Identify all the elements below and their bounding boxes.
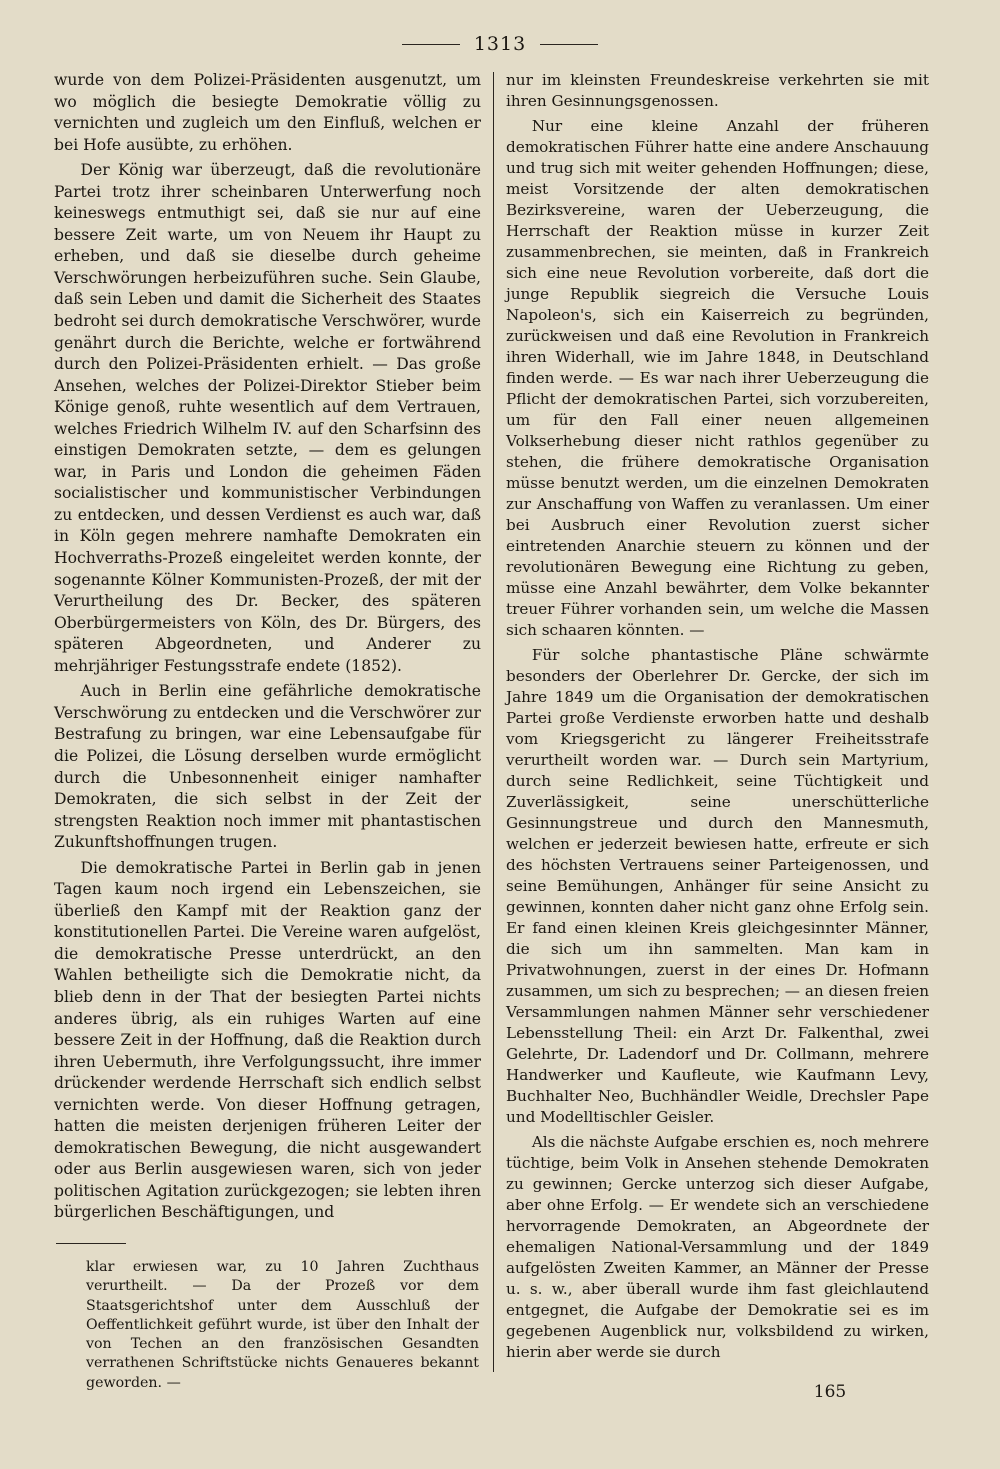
paragraph: Die demokratische Partei in Berlin gab in jenen Tagen kaum noch irgend ein Lebenszeichen, sie überließ den Kampf mit der Reaktion ganz der konstitutionellen Partei. Die Vereine waren aufgelöst, die demokratische Presse unterdrückt, an den Wahlen betheiligte sich die Demokratie nicht, da blieb denn in der That der besiegten Partei nichts anderes übrig, als ein ruhiges Warten auf eine bessere Zeit in der Hoffnung, daß die Reaktion durch ihren Uebermuth, ihre Verfolgungssucht, ihre immer drückender werdende Herrschaft sich endlich selbst vernichten werde. Von dieser Hoffnung getragen, hatten die meisten derjenigen früheren Leiter der demokratischen Bewegung, die nicht ausgewandert oder aus Berlin ausgewiesen waren, sich von jeder politischen Agitation zurückgezogen; sie lebten ihren bürgerlichen Beschäftigungen, und <box>54 858 481 1222</box>
page-header <box>0 30 1000 58</box>
footnote-text: klar erwiesen war, zu 10 Jahren Zuchthaus verurtheilt. — Da der Prozeß vor dem Staatsgerichtshof unter dem Ausschluß der Oeffentlichkeit geführt wurde, ist über den Inhalt der von Techen an den französischen Gesandten verrathenen Schriftstücke nichts Genaueres bekannt geworden. — <box>86 1259 479 1391</box>
header-rule-left <box>402 44 460 45</box>
paragraph: nur im kleinsten Freundeskreise verkehrten sie mit ihren Gesinnungsgenossen. <box>506 71 929 110</box>
column-divider <box>493 72 494 1372</box>
page-number: 1313 <box>473 33 527 55</box>
paragraph: Der König war überzeugt, daß die revolutionäre Partei trotz ihrer scheinbaren Unterwerfung noch keineswegs entmuthigt sei, daß sie nur auf eine bessere Zeit warte, um von Neuem ihr Haupt zu erheben, und daß sie dieselbe durch geheime Verschwörungen herbeizuführen suche. Sein Glaube, daß sein Leben und damit die Sicherheit des Staates bedroht sei durch demokratische Verschwörer, wurde genährt durch die Berichte, welche er fortwährend durch den Polizei-Präsidenten erhielt. — Das große Ansehen, welches der Polizei-Direktor Stieber beim Könige genoß, ruhte wesentlich auf dem Vertrauen, welches Friedrich Wilhelm IV. auf den Scharfsinn des einstigen Demokraten setzte, — dem es gelungen war, in Paris und London die geheimen Fäden socialistischer und kommunistischer Verbindungen zu entdecken, und dessen Verdienst es auch war, daß in Köln gegen mehrere namhafte Demokraten ein Hochverraths-Prozeß eingeleitet werden konnte, der sogenannte Kölner Kommunisten-Prozeß, der mit der Verurtheilung des Dr. Becker, des späteren Oberbürgermeisters von Köln, des Dr. Bürgers, des späteren Abgeordneten, und Anderer zu mehrjähriger Festungsstrafe endete (1852). <box>54 161 481 675</box>
right-column <box>506 70 929 1363</box>
footnote-rule <box>56 1243 126 1244</box>
footnote <box>86 1258 479 1393</box>
paragraph: wurde von dem Polizei-Präsidenten ausgenutzt, um wo möglich die besiegte Demokratie völlig zu vernichten und zugleich um den Einfluß, welchen er bei Hofe ausübte, zu erhöhen. <box>54 71 481 154</box>
signature-mark: 165 <box>813 1382 847 1402</box>
paragraph: Für solche phantastische Pläne schwärmte besonders der Oberlehrer Dr. Gercke, der sich im Jahre 1849 um die Organisation der demokratischen Partei große Verdienste erworben hatte und deshalb vom Kriegsgericht zu längerer Freiheitsstrafe verurtheilt worden war. — Durch sein Martyrium, durch seine Redlichkeit, seine Tüchtigkeit und Zuverlässigkeit, seine unerschütterliche Gesinnungstreue und durch den Mannesmuth, welchen er jederzeit bewiesen hatte, erfreute er sich des höchsten Vertrauens seiner Parteigenossen, und seine Bemühungen, Anhänger für seine Ansicht zu gewinnen, konnten daher nicht ganz ohne Erfolg sein. Er fand einen kleinen Kreis gleichgesinnter Männer, die sich um ihn sammelten. Man kam in Privatwohnungen, zuerst in der eines Dr. Hofmann zusammen, um sich zu besprechen; — an diesen freien Versammlungen nahmen Männer sehr verschiedener Lebensstellung Theil: ein Arzt Dr. Falkenthal, zwei Gelehrte, Dr. Ladendorf und Dr. Collmann, mehrere Handwerker und Kaufleute, wie Kaufmann Levy, Buchhalter Neo, Buchhändler Weidle, Drechsler Pape und Modelltischler Geisler. <box>506 646 929 1126</box>
paragraph: Auch in Berlin eine gefährliche demokratische Verschwörung zu entdecken und die Verschwörer zur Bestrafung zu bringen, war eine Lebensaufgabe für die Polizei, die Lösung derselben wurde ermöglicht durch die Unbesonnenheit einiger namhafter Demokraten, die sich selbst in der Zeit der strengsten Reaktion noch immer mit phantastischen Zukunftshoffnungen trugen. <box>54 682 481 852</box>
header-rule-right <box>540 44 598 45</box>
paragraph: Als die nächste Aufgabe erschien es, noch mehrere tüchtige, beim Volk in Ansehen stehende Demokraten zu gewinnen; Gercke unterzog sich dieser Aufgabe, aber ohne Erfolg. — Er wendete sich an verschiedene hervorragende Demokraten, an Abgeordnete der ehemaligen National-Versammlung und der 1849 aufgelösten Zweiten Kammer, an Männer der Presse u. s. w., aber überall wurde ihm fast gleichlautend entgegnet, die Aufgabe der Demokratie sei es im gegebenen Augenblick nur, volksbildend zu wirken, hierin aber werde sie durch <box>506 1133 929 1361</box>
paragraph: Nur eine kleine Anzahl der früheren demokratischen Führer hatte eine andere Anschauung und trug sich mit weiter gehenden Hoffnungen; diese, meist Vorsitzende der alten demokratischen Bezirksvereine, waren der Ueberzeugung, die Herrschaft der Reaktion müsse in kurzer Zeit zusammenbrechen, sie meinten, daß in Frankreich sich eine neue Revolution vorbereite, daß dort die junge Republik siegreich die Versuche Louis Napoleon's, sich ein Kaiserreich zu begründen, zurückweisen und daß eine Revolution in Frankreich ihren Widerhall, wie im Jahre 1848, in Deutschland finden werde. — Es war nach ihrer Ueberzeugung die Pflicht der demokratischen Partei, sich vorzubereiten, um für den Fall einer neuen allgemeinen Volkserhebung dieser nicht rathlos gegenüber zu stehen, die frühere demokratische Organisation müsse benutzt werden, um die einzelnen Demokraten zur Anschaffung von Waffen zu veranlassen. Um einer bei Ausbruch einer Revolution zuerst sicher eintretenden Anarchie steuern zu können und der revolutionären Bewegung eine Richtung zu geben, müsse eine Anzahl bewährter, dem Volke bekannter treuer Führer vorhanden sein, um welche die Massen sich schaaren könnten. — <box>506 117 929 639</box>
left-column <box>54 70 481 1224</box>
